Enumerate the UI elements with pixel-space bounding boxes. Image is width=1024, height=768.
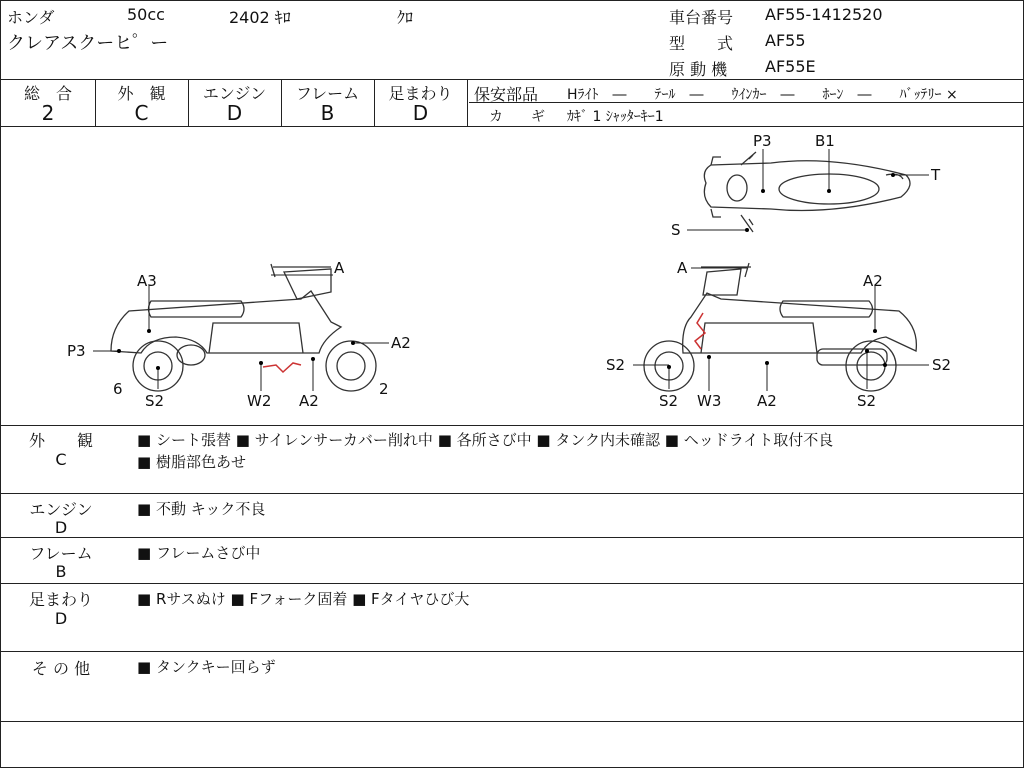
safety-label: 保安部品 — [474, 85, 539, 104]
remark-grade-engine: D — [54, 518, 68, 537]
maker: ホンダ — [7, 8, 55, 27]
label-top-t: T — [931, 166, 941, 184]
label-right-a: A — [677, 259, 688, 277]
label-left-a2-lower: A2 — [299, 392, 319, 410]
model-name: クレアスクーヒ゜ー — [7, 33, 169, 54]
remark-label-suspension: 足まわり — [28, 590, 93, 609]
label-left-a2: A2 — [391, 334, 411, 352]
remark-exterior-line2: ■ 樹脂部色あせ — [137, 453, 246, 471]
label-right-a2: A2 — [863, 272, 883, 290]
type-value: AF55 — [765, 31, 806, 50]
grade-engine: D — [226, 101, 243, 125]
label-right-s2-left: S2 — [606, 356, 626, 374]
label-left-6: 6 — [113, 380, 123, 398]
grade-suspension: D — [412, 101, 429, 125]
grade-header-exterior: 外 観 — [117, 84, 166, 103]
remark-label-engine: エンジン — [29, 500, 93, 519]
color: ｸﾛ — [397, 8, 414, 27]
label-top-b1: B1 — [815, 132, 835, 150]
label-right-a2-lower: A2 — [757, 392, 777, 410]
label-right-s2-rear: S2 — [857, 392, 877, 410]
grade-header-overall: 総 合 — [23, 84, 72, 103]
grade-header-engine: エンジン — [202, 84, 267, 103]
remark-label-frame: フレーム — [29, 544, 93, 563]
remark-frame-line1: ■ フレームさび中 — [137, 544, 261, 562]
label-left-s2: S2 — [145, 392, 165, 410]
engine-label: 原 動 機 — [669, 60, 728, 79]
remark-grade-frame: B — [55, 562, 67, 581]
label-left-2: 2 — [379, 380, 389, 398]
safety-items: Hﾗｲﾄ ― ﾃｰﾙ ― ｳｲﾝｶｰ ― ﾎｰﾝ ― ﾊﾞｯﾃﾘｰ × — [567, 87, 958, 103]
remark-engine-line1: ■ 不動 キック不良 — [137, 500, 266, 518]
remark-other-line1: ■ タンクキー回らず — [137, 658, 276, 676]
remark-suspension-line1: ■ Rサスぬけ ■ Fフォーク固着 ■ Fタイヤひび大 — [137, 590, 470, 608]
remark-exterior-line1: ■ シート張替 ■ サイレンサーカバー削れ中 ■ 各所さび中 ■ タンク内未確認 ■ ヘッドライト取付不良 — [137, 431, 834, 449]
label-right-s2-right: S2 — [932, 356, 952, 374]
label-top-s: S — [671, 221, 681, 239]
frame-no: AF55-1412520 — [765, 5, 883, 24]
label-left-a: A — [334, 259, 345, 277]
grade-frame: B — [320, 101, 335, 125]
remark-grade-exterior: C — [55, 450, 67, 469]
engine-value: AF55E — [765, 57, 816, 76]
label-right-s2-front: S2 — [659, 392, 679, 410]
grade-header-frame: フレーム — [295, 84, 360, 103]
key-value: ｶｷﾞ 1 ｼｬｯﾀｰｷｰ1 — [567, 109, 664, 125]
remark-grade-suspension: D — [54, 609, 68, 628]
remark-label-exterior: 外 観 — [28, 431, 93, 450]
label-left-p3: P3 — [67, 342, 86, 360]
frame-no-label: 車台番号 — [669, 8, 734, 27]
label-right-w3: W3 — [697, 392, 722, 410]
type-label: 型 式 — [669, 34, 734, 53]
top-view-scooter — [704, 152, 910, 232]
label-left-a3: A3 — [137, 272, 157, 290]
mileage: 2402 ｷﾛ — [229, 8, 291, 27]
displacement: 50cc — [127, 5, 165, 24]
remark-label-other: そ の 他 — [31, 659, 91, 678]
grade-overall: 2 — [41, 101, 55, 125]
damage-diagram — [1, 127, 1023, 425]
label-left-w2: W2 — [247, 392, 272, 410]
label-top-p3: P3 — [753, 132, 772, 150]
grade-header-suspension: 足まわり — [388, 84, 453, 103]
key-label: カ ギ — [489, 109, 545, 125]
grade-exterior: C — [134, 101, 149, 125]
